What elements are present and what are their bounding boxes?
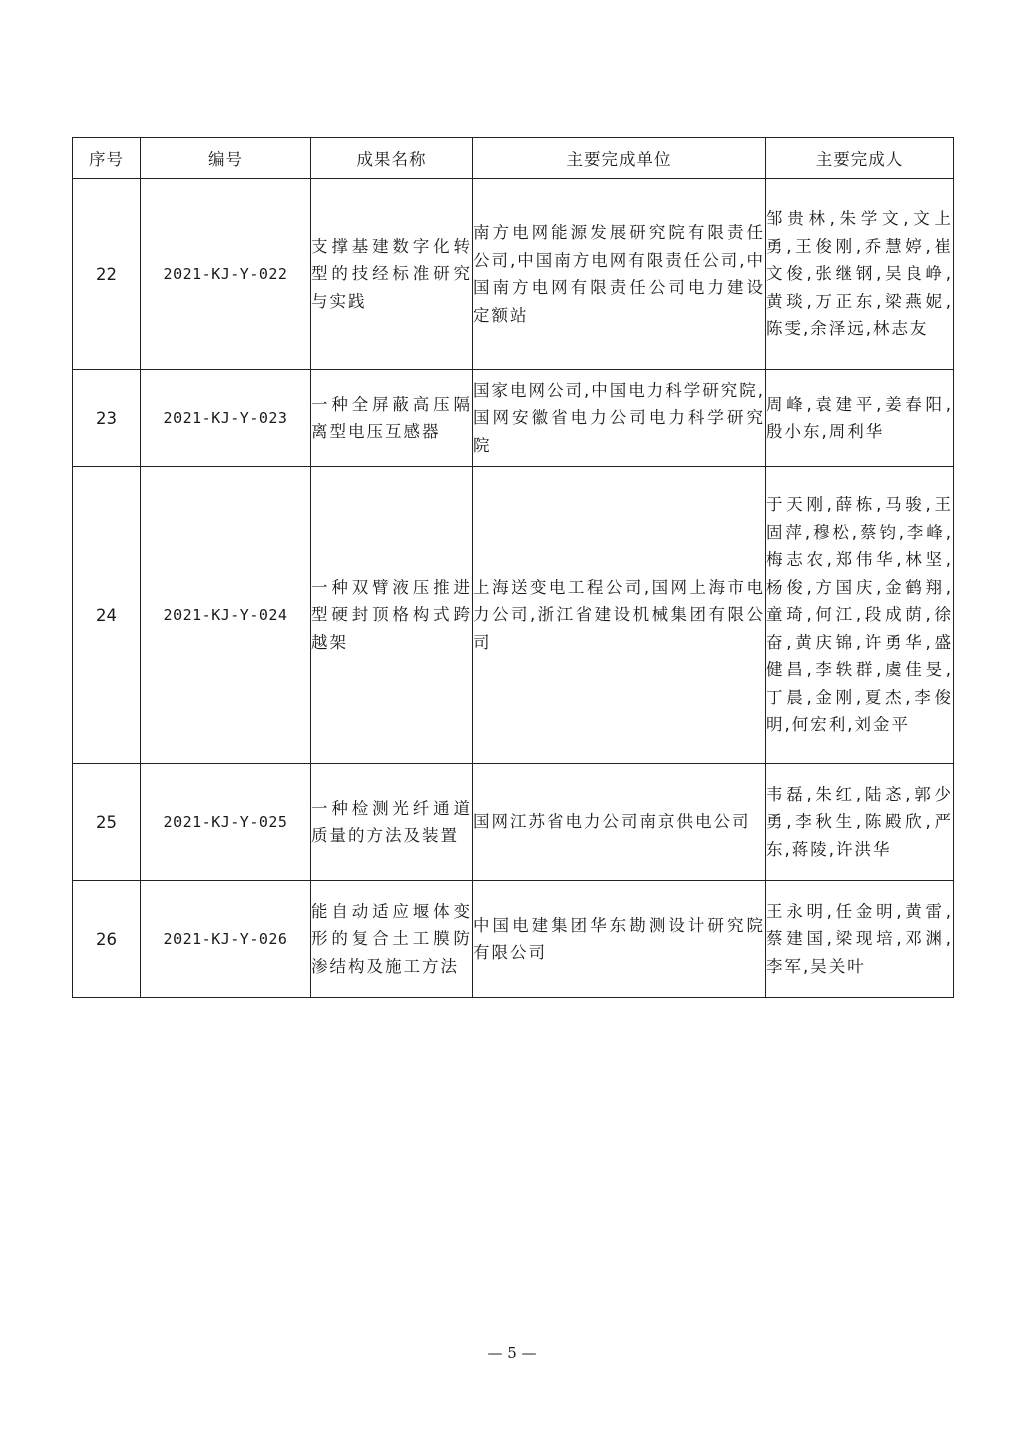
header-code: 编号 [141,138,311,179]
cell-name: 一种双臂液压推进型硬封顶格构式跨越架 [311,467,473,764]
header-seq: 序号 [73,138,141,179]
cell-people: 邹贵林,朱学文,文上勇,王俊刚,乔慧婷,崔文俊,张继钢,吴良峥,黄琰,万正东,梁燕妮,陈雯,余泽远,林志友 [766,179,954,370]
cell-unit: 国网江苏省电力公司南京供电公司 [473,764,766,881]
header-unit: 主要完成单位 [473,138,766,179]
cell-seq: 22 [73,179,141,370]
cell-code: 2021-KJ-Y-022 [141,179,311,370]
page-number: — 5 — [487,1344,537,1362]
cell-code: 2021-KJ-Y-026 [141,881,311,998]
cell-people: 王永明,任金明,黄雷,蔡建国,梁现培,邓渊,李军,吴关叶 [766,881,954,998]
cell-unit: 南方电网能源发展研究院有限责任公司,中国南方电网有限责任公司,中国南方电网有限责任公司电力建设定额站 [473,179,766,370]
cell-seq: 25 [73,764,141,881]
cell-code: 2021-KJ-Y-023 [141,370,311,467]
table-header-row [73,138,954,179]
cell-code: 2021-KJ-Y-025 [141,764,311,881]
cell-code: 2021-KJ-Y-024 [141,467,311,764]
cell-unit: 中国电建集团华东勘测设计研究院有限公司 [473,881,766,998]
cell-people: 韦磊,朱红,陆忞,郭少勇,李秋生,陈殿欣,严东,蒋陵,许洪华 [766,764,954,881]
awards-table [72,137,954,998]
table-row [73,764,954,881]
table-row [73,881,954,998]
header-name: 成果名称 [311,138,473,179]
cell-seq: 26 [73,881,141,998]
cell-seq: 24 [73,467,141,764]
cell-unit: 上海送变电工程公司,国网上海市电力公司,浙江省建设机械集团有限公司 [473,467,766,764]
table-row [73,179,954,370]
cell-name: 能自动适应堰体变形的复合土工膜防渗结构及施工方法 [311,881,473,998]
cell-name: 支撑基建数字化转型的技经标准研究与实践 [311,179,473,370]
cell-people: 周峰,袁建平,姜春阳,殷小东,周利华 [766,370,954,467]
cell-seq: 23 [73,370,141,467]
cell-unit: 国家电网公司,中国电力科学研究院,国网安徽省电力公司电力科学研究院 [473,370,766,467]
cell-name: 一种检测光纤通道质量的方法及装置 [311,764,473,881]
header-people: 主要完成人 [766,138,954,179]
table-row [73,467,954,764]
cell-name: 一种全屏蔽高压隔离型电压互感器 [311,370,473,467]
cell-people: 于天刚,薛栋,马骏,王固萍,穆松,蔡钧,李峰,梅志农,郑伟华,林坚,杨俊,方国庆,金鹤翔,童琦,何江,段成荫,徐奋,黄庆锦,许勇华,盛健昌,李轶群,虞佳旻,丁晨,金刚,夏杰,李俊明,何宏利,刘金平 [766,467,954,764]
table-row [73,370,954,467]
